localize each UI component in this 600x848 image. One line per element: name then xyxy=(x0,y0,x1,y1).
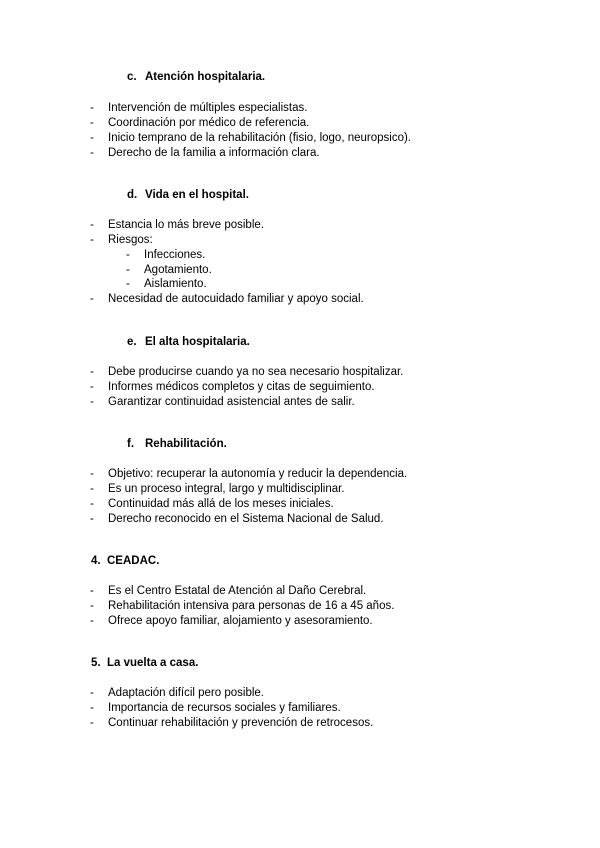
section-heading xyxy=(127,71,265,83)
section-heading xyxy=(91,657,198,669)
section-title: La vuelta a casa. xyxy=(107,657,199,669)
section-title: Vida en el hospital. xyxy=(145,189,249,201)
document-page: c. Atención hospitalaria. - Intervención de múltiples especialistas. - Coordinación por médico de referencia. - Inicio temprano de la rehabilitación (fisio, logo, neuropsico). - Derecho de la familia a información clara. d. Vida en el hospital. - Estancia lo más breve posible. - Riesgos: - Infecciones. - Agotamiento. - Aislamiento. - Necesidad de autocuidado familiar y apoyo social. e. El alta hospitalaria. - Debe producirse cuando ya no sea necesario hospitalizar. - Informes médicos completos y citas de seguimiento. - Garantizar continuidad asistencial antes de salir. f. Rehabilitación. - Objetivo: recuperar la autonomía y reducir la dependencia. - Es un proceso integral, largo y multidisciplinar. - Continuidad más allá de los meses iniciales. - Derecho reconocido en el Sistema Nacional de Salud. 4. CEADAC. - Es el Centro Estatal de Atención al Daño Cerebral. - Rehabilitación intensiva para personas de 16 a 45 años. - Ofrece apoyo familiar, alojamiento y asesoramiento. 5. La vuelta a casa. - Adaptación difícil pero posible. - Importancia de recursos sociales y familiares. - Continuar rehabilitación y prevención de retrocesos. xyxy=(90,71,411,729)
section-marker: c. xyxy=(127,71,137,83)
section-marker: e. xyxy=(127,336,137,348)
section-heading xyxy=(127,438,227,450)
section-title: CEADAC. xyxy=(107,555,160,567)
section-marker: d. xyxy=(127,189,138,201)
section-heading xyxy=(127,336,250,348)
section-marker: 5. xyxy=(91,657,101,669)
section-heading xyxy=(127,189,249,201)
section-heading xyxy=(91,555,159,567)
section-title: Rehabilitación. xyxy=(145,438,227,450)
section-title: Atención hospitalaria. xyxy=(145,71,266,83)
section-marker: f. xyxy=(127,438,135,450)
section-title: El alta hospitalaria. xyxy=(145,336,250,348)
section-marker: 4. xyxy=(91,555,101,567)
